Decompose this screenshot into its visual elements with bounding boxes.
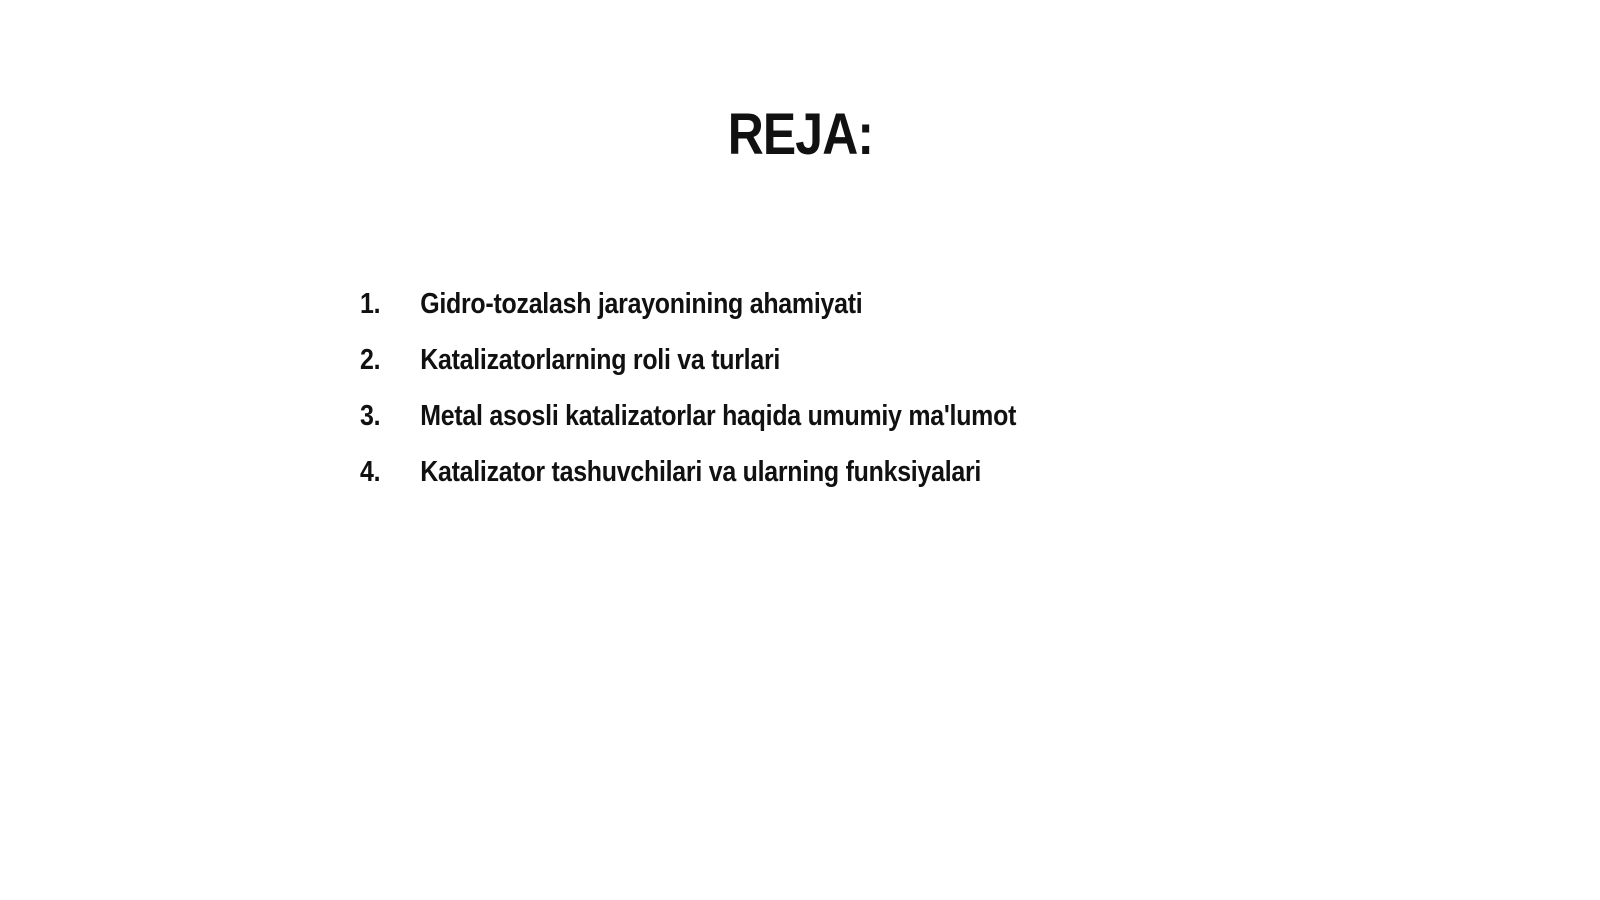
list-item-text: Gidro-tozalash jarayonining ahamiyati [420,288,863,320]
plan-list [360,288,1016,512]
slide-title: REJA: [727,102,874,167]
list-item [360,400,1016,456]
list-item-number: 4. [360,456,381,488]
list-item-text: Metal asosli katalizatorlar haqida umumiy ma'lumot [420,400,1017,432]
list-item [360,288,1016,344]
list-item-text: Katalizatorlarning roli va turlari [420,344,781,376]
list-item [360,456,1016,512]
list-item-number: 1. [360,288,381,320]
list-item-number: 2. [360,344,381,376]
list-item-text: Katalizator tashuvchilari va ularning funksiyalari [420,456,982,488]
list-item [360,344,1016,400]
list-item-number: 3. [360,400,381,432]
